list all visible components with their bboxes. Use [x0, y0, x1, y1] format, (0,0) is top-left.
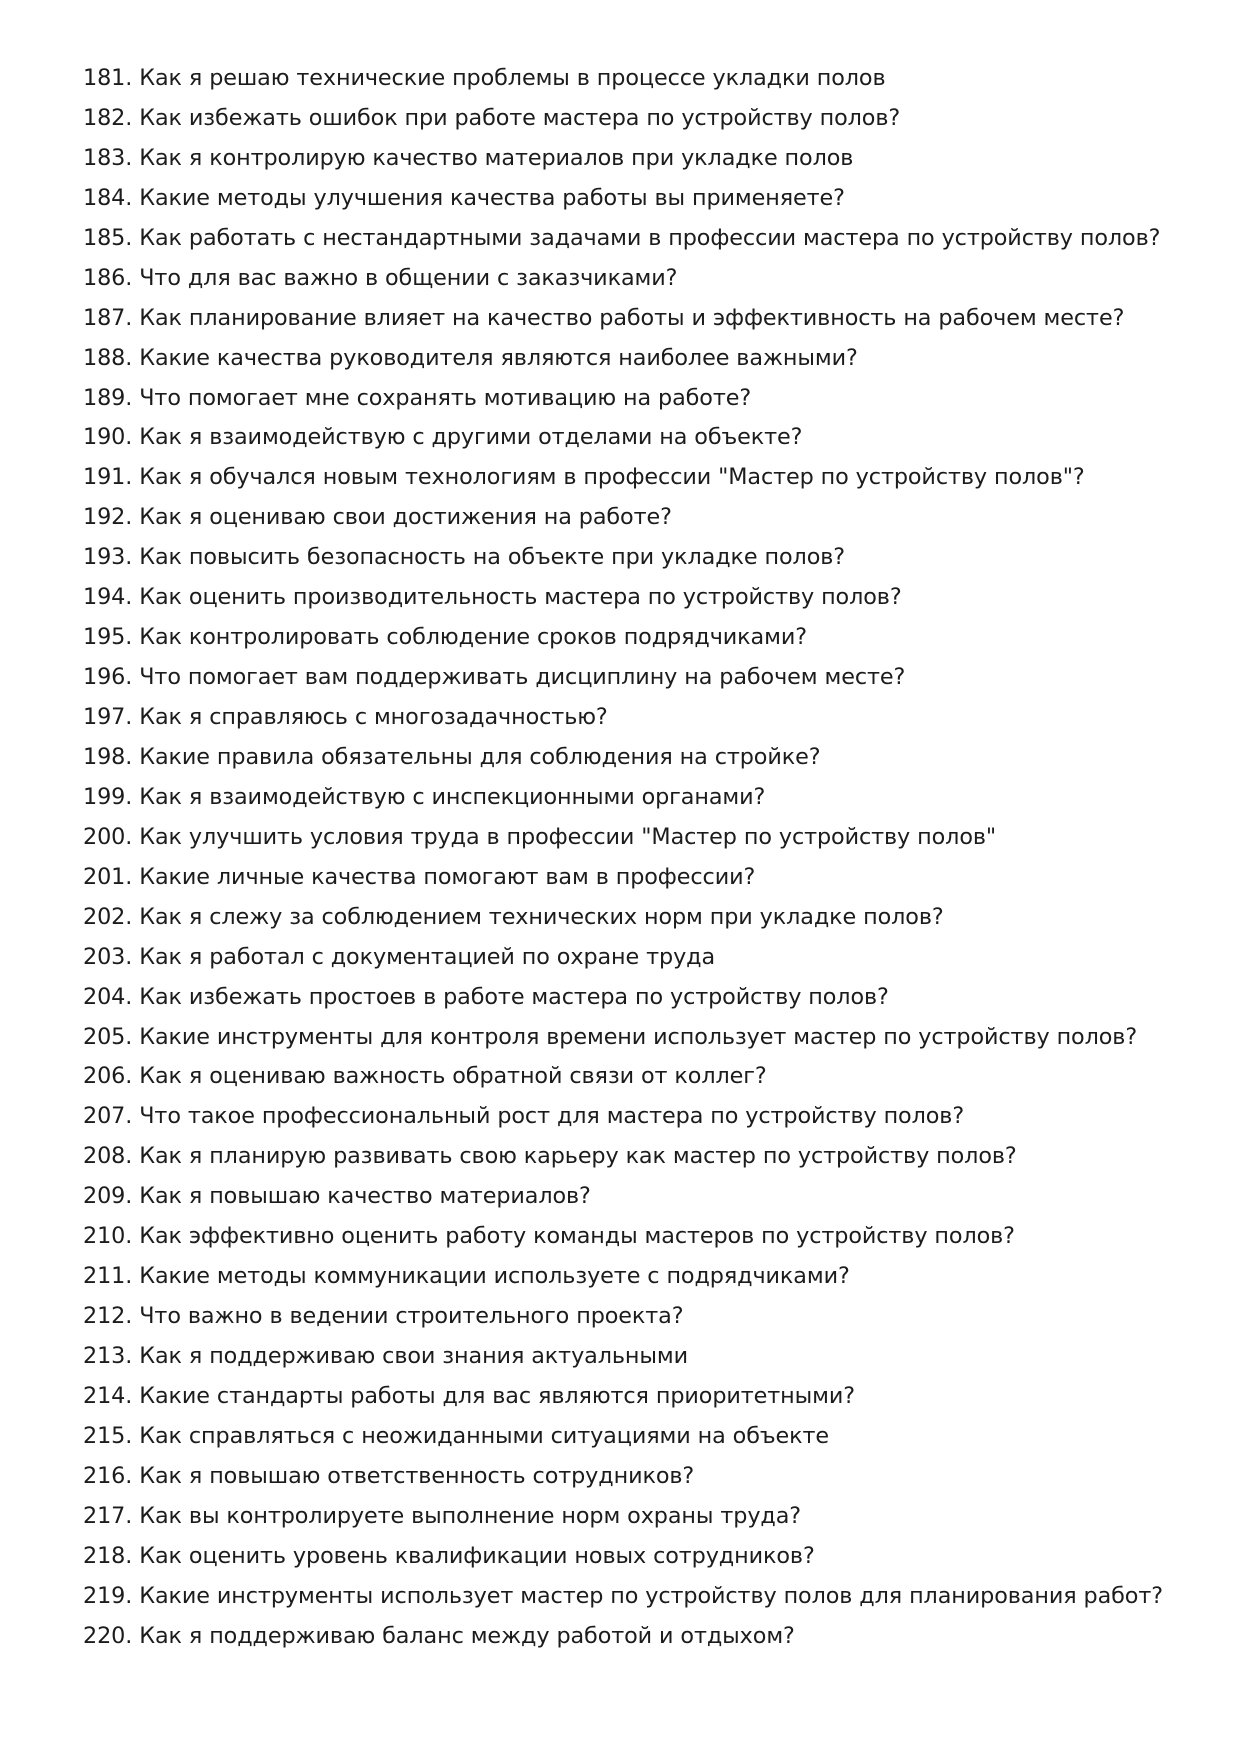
question-item [83, 1496, 1203, 1536]
question-item [83, 857, 1203, 897]
question-item [83, 497, 1203, 537]
question-text: Как я оцениваю важность обратной связи от коллег? [139, 1063, 767, 1090]
question-number: 210. [83, 1223, 133, 1250]
question-number: 219. [83, 1582, 133, 1609]
question-item [83, 378, 1203, 418]
question-item [83, 617, 1203, 657]
question-text: Как я взаимодействую с инспекционными органами? [139, 783, 766, 810]
question-item [83, 697, 1203, 737]
question-item [83, 258, 1203, 298]
question-list [83, 58, 1203, 1656]
question-item [83, 897, 1203, 937]
question-number: 182. [83, 104, 133, 131]
question-text: Какие качества руководителя являются наиболее важными? [139, 344, 858, 371]
question-text: Что такое профессиональный рост для мастера по устройству полов? [139, 1103, 965, 1130]
question-item [83, 1216, 1203, 1256]
question-item [83, 1336, 1203, 1376]
question-text: Какие методы коммуникации используете с подрядчиками? [139, 1263, 850, 1290]
question-number: 212. [83, 1303, 133, 1330]
question-item [83, 58, 1203, 98]
question-text: Как работать с нестандартными задачами в профессии мастера по устройству полов? [139, 224, 1161, 251]
question-number: 191. [83, 464, 133, 491]
question-text: Какие методы улучшения качества работы вы применяете? [139, 184, 845, 211]
question-text: Что важно в ведении строительного проекта? [139, 1303, 684, 1330]
question-text: Как эффективно оценить работу команды мастеров по устройству полов? [139, 1223, 1015, 1250]
question-number: 202. [83, 903, 133, 930]
question-item [83, 178, 1203, 218]
question-text: Что помогает мне сохранять мотивацию на работе? [139, 384, 752, 411]
question-number: 213. [83, 1343, 133, 1369]
question-number: 204. [83, 983, 133, 1010]
question-number: 209. [83, 1183, 133, 1210]
question-number: 189. [83, 384, 133, 411]
question-text: Как я контролирую качество материалов при укладке полов [139, 144, 854, 171]
question-number: 181. [83, 65, 133, 91]
question-text: Как планирование влияет на качество работы и эффективность на рабочем месте? [139, 304, 1125, 331]
question-item [83, 1296, 1203, 1336]
question-item [83, 1456, 1203, 1496]
question-item [83, 1536, 1203, 1576]
question-number: 197. [83, 704, 133, 730]
question-text: Как я взаимодействую с другими отделами на объекте? [139, 424, 803, 451]
question-number: 207. [83, 1103, 133, 1130]
question-item [83, 1176, 1203, 1216]
question-text: Как я поддерживаю свои знания актуальными [139, 1343, 689, 1369]
question-text: Как я справляюсь с многозадачностью? [139, 704, 608, 730]
question-text: Как избежать ошибок при работе мастера по устройству полов? [139, 104, 901, 131]
question-item [83, 1096, 1203, 1136]
question-number: 185. [83, 224, 133, 251]
question-number: 190. [83, 424, 133, 451]
question-number: 214. [83, 1382, 133, 1409]
question-item [83, 338, 1203, 378]
question-item [83, 817, 1203, 857]
question-item [83, 1576, 1203, 1616]
question-number: 215. [83, 1422, 133, 1449]
question-number: 198. [83, 743, 133, 770]
question-item [83, 777, 1203, 817]
question-text: Какие инструменты для контроля времени использует мастер по устройству полов? [139, 1023, 1138, 1050]
question-item [83, 1136, 1203, 1176]
question-text: Как улучшить условия труда в профессии "Мастер по устройству полов" [139, 823, 997, 850]
question-number: 188. [83, 344, 133, 371]
question-text: Как я планирую развивать свою карьеру как мастер по устройству полов? [139, 1143, 1017, 1170]
question-number: 208. [83, 1143, 133, 1170]
question-number: 192. [83, 504, 133, 531]
question-item [83, 457, 1203, 497]
question-item [83, 977, 1203, 1017]
question-item [83, 218, 1203, 258]
question-item [83, 417, 1203, 457]
question-text: Какие стандарты работы для вас являются приоритетными? [139, 1382, 855, 1409]
question-text: Какие правила обязательны для соблюдения на стройке? [139, 743, 821, 770]
question-item [83, 1256, 1203, 1296]
question-number: 217. [83, 1502, 133, 1529]
question-text: Как я повышаю качество материалов? [139, 1183, 591, 1210]
question-number: 220. [83, 1622, 133, 1649]
question-text: Как избежать простоев в работе мастера по устройству полов? [139, 983, 889, 1010]
question-text: Как я слежу за соблюдением технических норм при укладке полов? [139, 903, 944, 930]
question-number: 211. [83, 1263, 133, 1290]
question-text: Как я работал с документацией по охране труда [139, 943, 716, 970]
question-text: Как оценить производительность мастера по устройству полов? [139, 584, 902, 611]
question-item [83, 1017, 1203, 1057]
question-text: Как вы контролируете выполнение норм охраны труда? [139, 1502, 802, 1529]
question-text: Что для вас важно в общении с заказчиками? [139, 264, 678, 291]
question-item [83, 537, 1203, 577]
question-item [83, 138, 1203, 178]
question-number: 183. [83, 144, 133, 171]
question-number: 194. [83, 584, 133, 611]
question-text: Как справляться с неожиданными ситуациями на объекте [139, 1422, 829, 1449]
question-item [83, 737, 1203, 777]
question-number: 201. [83, 863, 133, 890]
question-number: 187. [83, 304, 133, 331]
question-number: 193. [83, 544, 133, 571]
question-item [83, 298, 1203, 338]
question-text: Как повысить безопасность на объекте при укладке полов? [139, 544, 846, 571]
question-text: Как оценить уровень квалификации новых сотрудников? [139, 1542, 815, 1569]
question-item [83, 1376, 1203, 1416]
question-number: 206. [83, 1063, 133, 1090]
question-number: 218. [83, 1542, 133, 1569]
question-text: Как я решаю технические проблемы в процессе укладки полов [139, 65, 886, 91]
question-item [83, 98, 1203, 138]
question-text: Как я повышаю ответственность сотрудников? [139, 1462, 695, 1489]
question-number: 196. [83, 664, 133, 691]
question-number: 216. [83, 1462, 133, 1489]
question-text: Как я оцениваю свои достижения на работе? [139, 504, 672, 531]
question-text: Как я обучался новым технологиям в профессии "Мастер по устройству полов"? [139, 464, 1085, 491]
question-number: 200. [83, 823, 133, 850]
question-number: 195. [83, 624, 133, 651]
question-item [83, 1616, 1203, 1656]
question-text: Какие инструменты использует мастер по устройству полов для планирования работ? [139, 1582, 1163, 1609]
question-text: Что помогает вам поддерживать дисциплину на рабочем месте? [139, 664, 906, 691]
question-number: 184. [83, 184, 133, 211]
question-text: Как я поддерживаю баланс между работой и отдыхом? [139, 1622, 795, 1649]
question-text: Какие личные качества помогают вам в профессии? [139, 863, 756, 890]
question-number: 205. [83, 1023, 133, 1050]
question-number: 186. [83, 264, 133, 291]
question-item [83, 577, 1203, 617]
question-item [83, 1056, 1203, 1096]
question-item [83, 1416, 1203, 1456]
question-number: 199. [83, 783, 133, 810]
question-number: 203. [83, 943, 133, 970]
question-item [83, 657, 1203, 697]
question-item [83, 937, 1203, 977]
question-text: Как контролировать соблюдение сроков подрядчиками? [139, 624, 807, 651]
